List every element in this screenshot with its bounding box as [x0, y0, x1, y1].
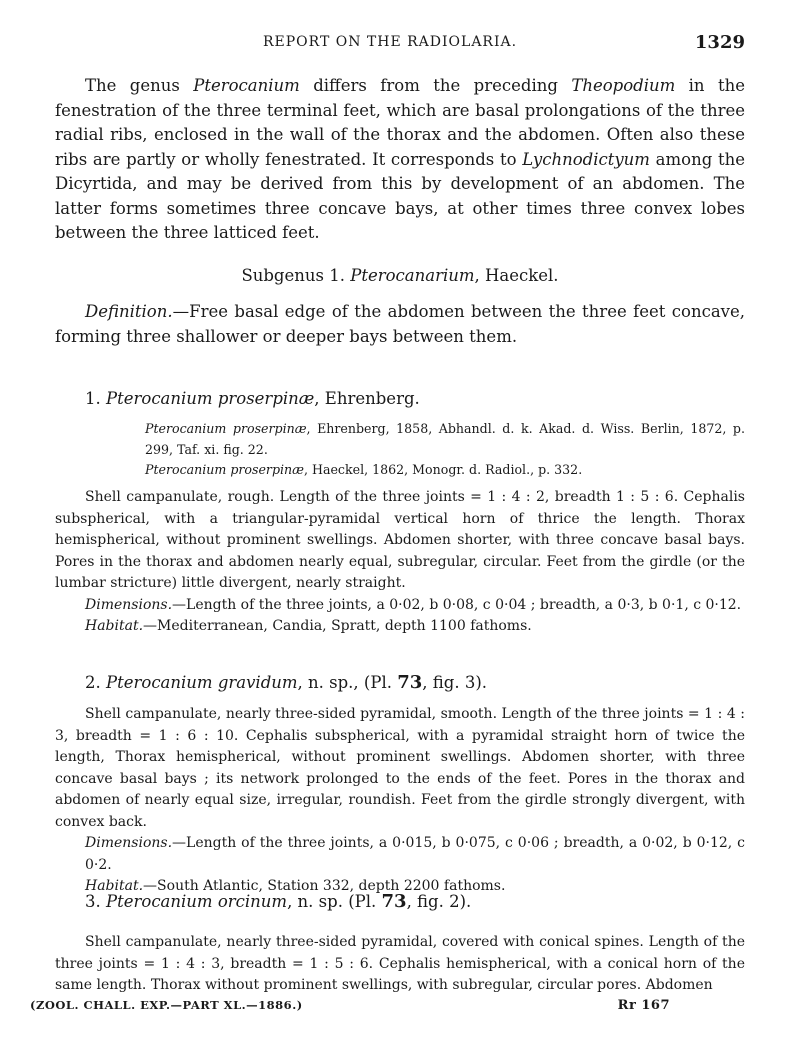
- genus-name: Theopodium: [571, 76, 676, 95]
- habitat-line: Habitat.—South Atlantic, Station 332, depth 2200 fathoms.: [85, 878, 506, 894]
- synonymy-ref: Pterocanium proserpinæ, Ehrenberg, 1858, Abhandl. d. k. Akad. d. Wiss. Berlin, 1872, p. 299, Taf. xi. fig. 22.: [145, 421, 745, 457]
- header-title: REPORT ON THE RADIOLARIA.: [263, 34, 518, 50]
- species-heading: 3. Pterocanium orcinum, n. sp. (Pl. 73, fig. 2).: [85, 891, 472, 912]
- definition-paragraph: Definition.—Free basal edge of the abdomen between the three feet concave, forming three shallower or deeper bays between them.: [55, 302, 745, 346]
- signature-mark: Rr 167: [617, 998, 670, 1013]
- subgenus-name: Pterocanarium: [350, 266, 475, 285]
- species-description: Shell campanulate, nearly three-sided pyramidal, covered with conical spines. Length of the three joints = 1 : 4 : 3, breadth = 1 : 5 : 6. Cephalis hemispherical, with a conical horn of the same length. Thorax without prominent swellings, with subregular, circular pores. Abdomen: [55, 934, 745, 993]
- definition-label: Definition.: [85, 302, 173, 321]
- species-name: Pterocanium orcinum: [106, 892, 288, 911]
- species-heading: 2. Pterocanium gravidum, n. sp., (Pl. 73, fig. 3).: [85, 672, 488, 693]
- plate-number: 73: [381, 891, 407, 912]
- running-header: [55, 34, 745, 56]
- synonymy-ref: Pterocanium proserpinæ, Haeckel, 1862, Monogr. d. Radiol., p. 332.: [145, 462, 583, 477]
- page-number: 1329: [694, 32, 745, 53]
- habitat-line: Habitat.—Mediterranean, Candia, Spratt, depth 1100 fathoms.: [85, 618, 532, 634]
- dimensions-line: Dimensions.—Length of the three joints, a 0·015, b 0·075, c 0·06 ; breadth, a 0·02, b 0·12, c 0·2.: [85, 835, 745, 873]
- genus-name: Pterocanium: [193, 76, 300, 95]
- synonymy-list: [55, 419, 745, 481]
- genus-name: Lychnodictyum: [522, 149, 650, 169]
- intro-paragraph: The genus Pterocanium differs from the preceding Theopodium in the fenestration of the three terminal feet, which are basal prolongations of the three radial ribs, enclosed in the wall of the thorax and the abdomen. Often also these ribs are partly or wholly fenestrated. It corresponds to Lychnodictyum among the Dicyrtida, and may be derived from this by development of an abdomen. The latter forms sometimes three concave bays, at other times three convex lobes between the three latticed feet.: [55, 76, 745, 242]
- species-name: Pterocanium gravidum: [106, 673, 298, 692]
- subgenus-heading: Subgenus 1. Pterocanarium, Haeckel.: [241, 266, 559, 285]
- species-heading: 1. Pterocanium proserpinæ, Ehrenberg.: [85, 389, 420, 408]
- plate-number: 73: [397, 672, 423, 693]
- species-name: Pterocanium proserpinæ: [106, 389, 315, 408]
- dimensions-line: Dimensions.—Length of the three joints, a 0·02, b 0·08, c 0·04 ; breadth, a 0·3, b 0·1, c 0·12.: [85, 596, 742, 613]
- footer-imprint: (ZOOL. CHALL. EXP.—PART XL.—1886.): [30, 998, 303, 1012]
- page: [55, 0, 745, 1050]
- species-description: Shell campanulate, nearly three-sided pyramidal, smooth. Length of the three joints = 1 : 4 : 3, breadth = 1 : 6 : 10. Cephalis subspherical, with a pyramidal straight horn of twice the length, Thorax hemispherical, without prominent swellings. Abdomen shorter, with three concave basal bays ; its network prolonged to the ends of the feet. Pores in the thorax and abdomen of nearly equal size, irregular, roundish. Feet from the girdle strongly divergent, with convex back. Dimensions.—Length of the three joints, a 0·015, b 0·075, c 0·06 ; breadth, a 0·02, b 0·12, c 0·2. Habitat.—South Atlantic, Station 332, depth 2200 fathoms.: [55, 704, 745, 898]
- species-description: Shell campanulate, rough. Length of the three joints = 1 : 4 : 2, breadth 1 : 5 : 6. Cephalis subspherical, with a triangular-pyramidal vertical horn of thrice the length. Thorax hemispherical, without prominent swellings. Abdomen shorter, with three concave basal bays. Pores in the thorax and abdomen nearly equal, subregular, circular. Feet from the girdle (or the lumbar stricture) little divergent, nearly straight. Dimensions.—Length of the three joints, a 0·02, b 0·08, c 0·04 ; breadth, a 0·3, b 0·1, c 0·12. Habitat.—Mediterranean, Candia, Spratt, depth 1100 fathoms.: [55, 487, 745, 638]
- page-footer: [30, 998, 670, 1018]
